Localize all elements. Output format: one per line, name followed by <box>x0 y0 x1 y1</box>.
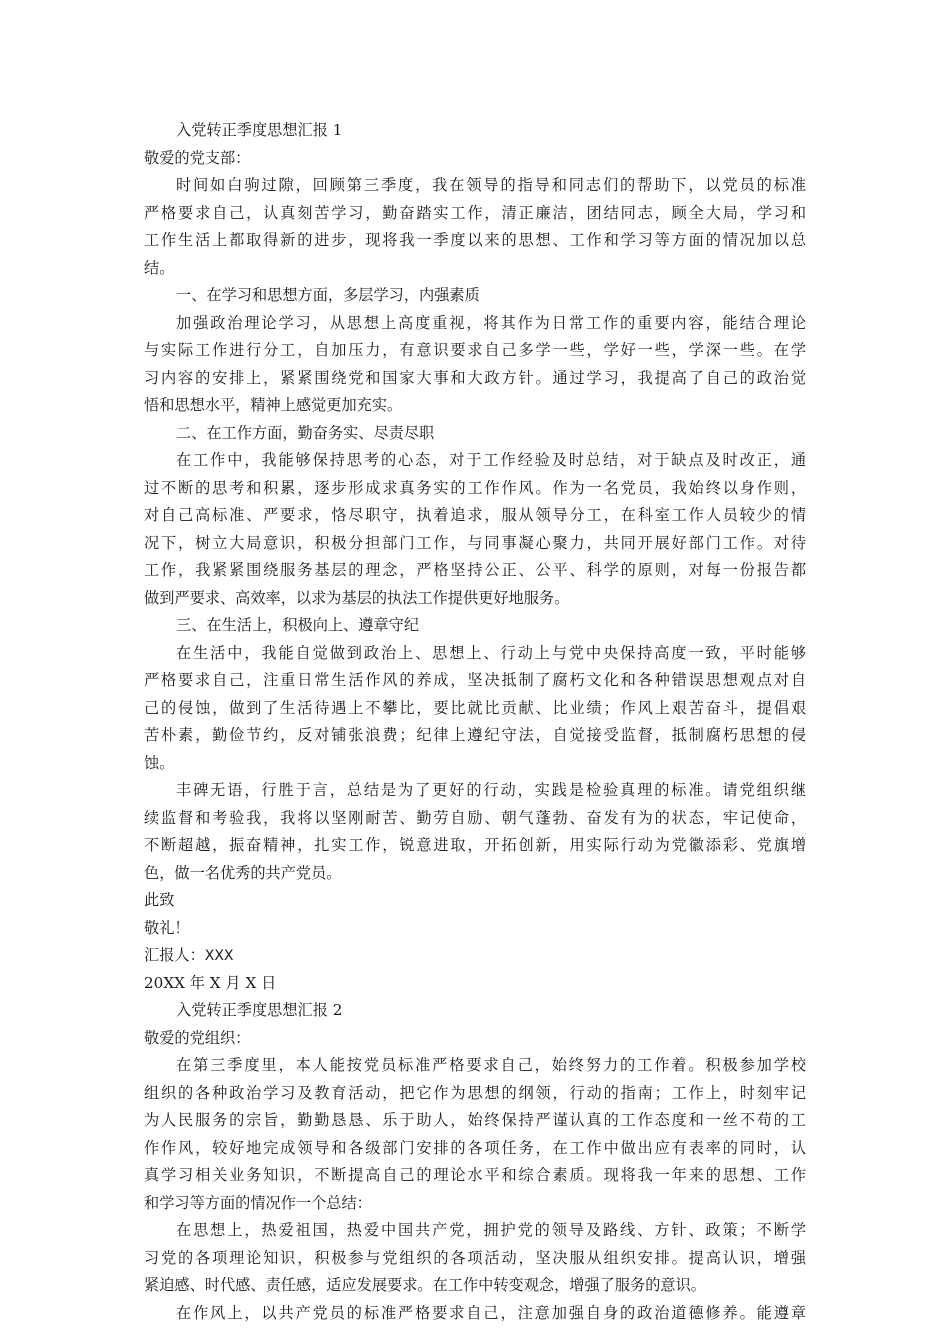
paragraph-line: 习党的各项理论知识，积极参与党组织的各项活动，坚决服从组织安排。提高认识，增强 <box>144 1248 806 1267</box>
paragraph-line: 严格要求自己，认真刻苦学习，勤奋踏实工作，清正廉洁，团结同志，顾全大局，学习和 <box>144 203 806 222</box>
section-2-heading: 二、在工作方面，勤奋务实、尽责尽职 <box>176 423 435 442</box>
paragraph-line: 做到严要求、高效率，以求为基层的执法工作提供更好地服务。 <box>144 588 570 607</box>
paragraph-line: 苦朴素，勤俭节约，反对铺张浪费；纪律上遵纪守法，自觉接受监督，抵制腐朽思想的侵 <box>144 726 806 744</box>
reporter-name: XXX <box>204 948 234 964</box>
paragraph-line: 况下，树立大局意识，积极分担部门工作，与同事凝心聚力，共同开展好部门工作。对待 <box>144 533 806 552</box>
report-1-title: 入党转正季度思想汇报 1 <box>176 121 343 139</box>
document-page <box>144 117 806 1327</box>
reporter-label: 汇报人： <box>144 946 205 964</box>
paragraph-line: 工作，我紧紧围绕服务基层的理念，严格坚持公正、公平、科学的原则，对每一份报告都 <box>144 561 806 579</box>
report-2-salutation: 敬爱的党组织： <box>144 1028 251 1047</box>
paragraph-line: 对自己高标准、严要求，恪尽职守，执着追求，服从领导分工，在科室工作人员较少的情 <box>144 506 806 524</box>
report-1-salutation: 敬爱的党支部： <box>144 148 251 167</box>
paragraph-line: 丰碑无语，行胜于言，总结是为了更好的行动，实践是检验真理的标准。请党组织继 <box>176 781 806 799</box>
report-date: 20XX 年 X 月 X 日 <box>144 973 277 992</box>
paragraph-line: 为人民服务的宗旨，勤勤恳恳、乐于助人，始终保持严谨认真的工作态度和一丝不苟的工 <box>144 1111 806 1129</box>
paragraph-line: 和学习等方面的情况作一个总结： <box>144 1193 372 1212</box>
paragraph-line: 时间如白驹过隙，回顾第三季度，我在领导的指导和同志们的帮助下，以党员的标准 <box>176 176 806 194</box>
paragraph-line: 悟和思想水平，精神上感觉更加充实。 <box>144 396 403 414</box>
paragraph-line: 不断超越，振奋精神，扎实工作，锐意进取，开拓创新，用实际行动为党徽添彩、党旗增 <box>144 836 806 854</box>
closing-salute: 敬礼！ <box>144 918 190 937</box>
paragraph-line: 组织的各种政治学习及教育活动，把它作为思想的纲领，行动的指南；工作上，时刻牢记 <box>144 1083 806 1102</box>
section-1-heading: 一、在学习和思想方面，多层学习，内强素质 <box>176 286 480 304</box>
paragraph-line: 在第三季度里，本人能按党员标准严格要求自己，始终努力的工作着。积极参加学校 <box>176 1056 806 1074</box>
paragraph-line: 在工作中，我能够保持思考的心态，对于工作经验及时总结，对于缺点及时改正，通 <box>176 451 806 469</box>
paragraph-line: 习内容的安排上，紧紧围绕党和国家大事和大政方针。通过学习，我提高了自己的政治觉 <box>144 368 806 387</box>
paragraph-line: 蚀。 <box>144 753 175 772</box>
paragraph-line: 工作生活上都取得新的进步，现将我一季度以来的思想、工作和学习等方面的情况加以总 <box>144 231 806 249</box>
paragraph-line: 在生活中，我能自觉做到政治上、思想上、行动上与党中央保持高度一致，平时能够 <box>176 643 806 662</box>
closing-phrase: 此致 <box>144 891 175 909</box>
paragraph-line: 作作风，较好地完成领导和各级部门安排的各项任务，在工作中做出应有表率的同时，认 <box>144 1138 806 1157</box>
report-2-title: 入党转正季度思想汇报 2 <box>176 1001 343 1019</box>
paragraph-line: 在作风上，以共产党员的标准严格要求自己，注意加强自身的政治道德修养。能遵章 <box>176 1303 806 1322</box>
paragraph-line: 色，做一名优秀的共产党员。 <box>144 863 342 882</box>
paragraph-line: 续监督和考验我，我将以坚刚耐苦、勤劳自励、朝气蓬勃、奋发有为的状态，牢记使命， <box>144 808 806 827</box>
paragraph-line: 过不断的思考和积累，逐步形成求真务实的工作作风。作为一名党员，我始终以身作则， <box>144 478 806 497</box>
paragraph-line: 真学习相关业务知识，不断提高自己的理论水平和综合素质。现将我一年来的思想、工作 <box>144 1166 806 1184</box>
section-3-heading: 三、在生活上，积极向上、遵章守纪 <box>176 616 419 634</box>
paragraph-line: 结。 <box>144 258 175 277</box>
paragraph-line: 己的侵蚀，做到了生活待遇上不攀比，要比就比贡献、比业绩；作风上艰苦奋斗，提倡艰 <box>144 698 806 717</box>
paragraph-line: 紧迫感、时代感、责任感，适应发展要求。在工作中转变观念，增强了服务的意识。 <box>144 1276 706 1294</box>
reporter-line <box>144 942 806 970</box>
paragraph-line: 严格要求自己，注重日常生活作风的养成，坚决抵制了腐朽文化和各种错误思想观点对自 <box>144 671 806 689</box>
paragraph-line: 与实际工作进行分工，自加压力，有意识要求自己多学一些，学好一些，学深一些。在学 <box>144 341 806 359</box>
paragraph-line: 加强政治理论学习，从思想上高度重视，将其作为日常工作的重要内容，能结合理论 <box>176 313 806 332</box>
paragraph-line: 在思想上，热爱祖国，热爱中国共产党，拥护党的领导及路线、方针、政策；不断学 <box>176 1221 806 1239</box>
